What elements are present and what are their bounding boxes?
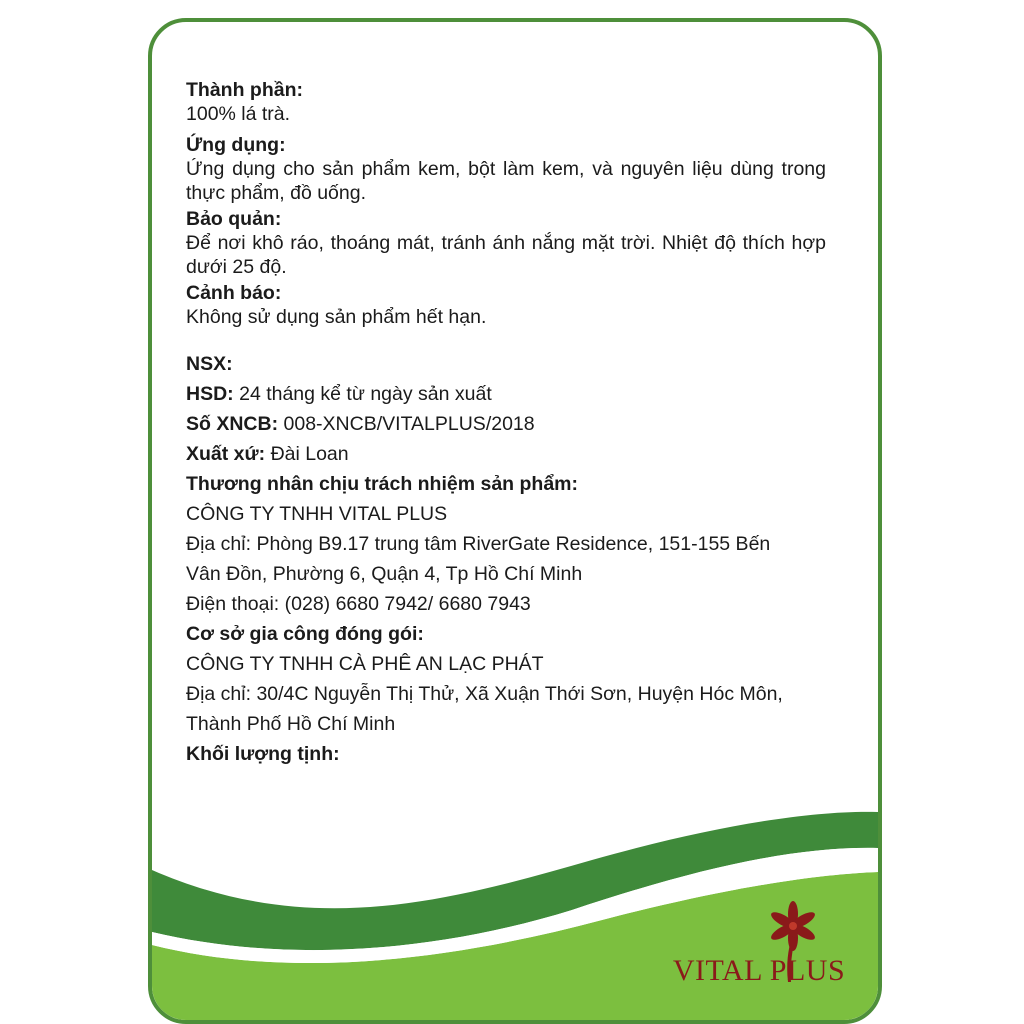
net-weight-row — [186, 739, 826, 769]
packer-address-line-2: Thành Phố Hồ Chí Minh — [186, 713, 396, 735]
responsible-title-text: Thương nhân chịu trách nhiệm sản phẩm: — [186, 473, 579, 495]
origin-value: Đài Loan — [270, 443, 349, 465]
product-label-card — [148, 18, 882, 1024]
hsd-value: 24 tháng kể từ ngày sản xuất — [239, 383, 492, 405]
net-weight-label: Khối lượng tịnh: — [186, 743, 340, 765]
application-body: Ứng dụng cho sản phẩm kem, bột làm kem, và nguyên liệu dùng trong thực phẩm, đồ uống. — [186, 158, 826, 204]
packer-company: CÔNG TY TNHH CÀ PHÊ AN LẠC PHÁT — [186, 653, 544, 675]
nsx-row — [186, 349, 826, 379]
warning-body: Không sử dụng sản phẩm hết hạn. — [186, 306, 487, 328]
application-title: Ứng dụng: — [186, 134, 286, 156]
ingredients-body: 100% lá trà. — [186, 103, 291, 125]
origin-row — [186, 439, 826, 469]
packer-title — [186, 619, 826, 649]
warning-title: Cảnh báo: — [186, 282, 282, 304]
responsible-phone: Điện thoại: (028) 6680 7942/ 6680 7943 — [186, 593, 531, 615]
hsd-label: HSD: — [186, 383, 234, 405]
responsible-company: CÔNG TY TNHH VITAL PLUS — [186, 503, 448, 525]
responsible-title — [186, 469, 826, 499]
xncb-row — [186, 409, 826, 439]
xncb-label: Số XNCB: — [186, 413, 279, 435]
ingredients-title: Thành phần: — [186, 79, 303, 101]
storage-title: Bảo quản: — [186, 208, 282, 230]
responsible-address-line-2: Vân Đồn, Phường 6, Quận 4, Tp Hồ Chí Minh — [186, 563, 583, 585]
vital-plus-logo — [654, 900, 864, 1000]
packer-address-line-1: Địa chỉ: 30/4C Nguyễn Thị Thử, Xã Xuận Thới Sơn, Huyện Hóc Môn, — [186, 683, 783, 705]
hsd-row — [186, 379, 826, 409]
label-content — [186, 78, 826, 769]
nsx-label: NSX: — [186, 353, 233, 375]
brand-name: VITAL PLUS — [672, 954, 846, 987]
origin-label: Xuất xứ: — [186, 443, 266, 465]
packer-title-text: Cơ sở gia công đóng gói: — [186, 623, 424, 645]
responsible-address-line-1: Địa chỉ: Phòng B9.17 trung tâm RiverGate Residence, 151-155 Bến — [186, 533, 771, 555]
storage-body: Để nơi khô ráo, thoáng mát, tránh ánh nắng mặt trời. Nhiệt độ thích hợp dưới 25 độ. — [186, 232, 826, 278]
xncb-value: 008-XNCB/VITALPLUS/2018 — [283, 413, 535, 435]
